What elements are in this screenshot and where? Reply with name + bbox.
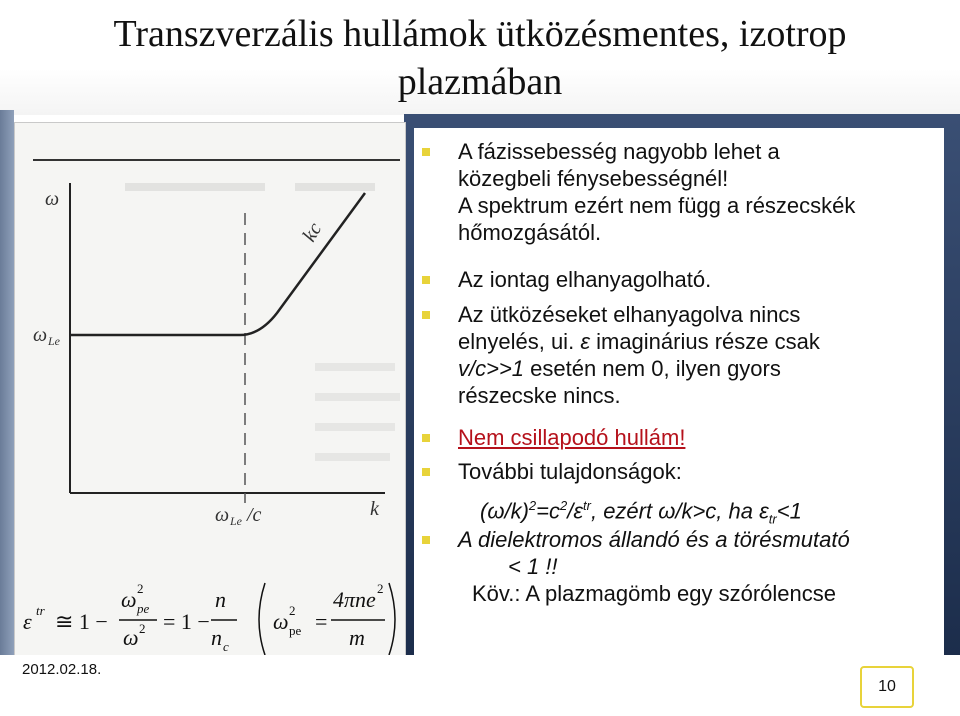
bullet-text-card (414, 128, 944, 656)
formula-eq1: = 1 − (163, 609, 210, 634)
formula-omega-sub: pe (289, 623, 302, 638)
formula-eq2: = (315, 609, 328, 634)
b1-line1: A fázissebesség nagyobb lehet a (458, 139, 780, 164)
formula-paren-right (389, 583, 395, 655)
bullet-5: További tulajdonságok: (458, 459, 682, 484)
b1-line3: A spektrum ezért nem függ a részecskék (458, 193, 856, 218)
b3-line2: elnyelés, ui. ε imaginárius része csak (458, 329, 820, 354)
formula-eps-sup: tr (36, 603, 45, 618)
formula-omega-sup: 2 (289, 603, 296, 618)
bullet-2: Az iontag elhanyagolható. (458, 267, 712, 292)
x-axis-label: k (370, 498, 379, 520)
frac2-den: n (211, 625, 222, 650)
y-axis-label: ω (45, 188, 60, 210)
frac3-den: m (349, 625, 365, 650)
bullet-marker (422, 468, 430, 476)
frac3-num: 4πne (333, 587, 376, 612)
scan-artifact (315, 363, 395, 371)
y-tick-label: ω (33, 324, 48, 346)
plasma-formula (23, 581, 395, 655)
b3-line3: v/c>>1 esetén nem 0, ilyen gyors (458, 356, 781, 381)
dispersion-curve (70, 193, 365, 335)
bullet-6 (458, 526, 938, 607)
b1-line4: hőmozgásától. (458, 220, 602, 245)
x-tick-sub: Le (230, 514, 242, 528)
footer-background (0, 655, 960, 716)
slide-title-line1: Transzverzális hullámok ütközésmentes, izotrop (113, 13, 847, 55)
dispersion-figure (14, 122, 406, 659)
slide-title (40, 10, 920, 106)
frac1-num: ω (121, 587, 137, 612)
bullet-marker (422, 276, 430, 284)
b3-line1: Az ütközéseket elhanyagolva nincs (458, 302, 801, 327)
slide-date: 2012.02.18. (22, 661, 102, 678)
curve-label: kc (298, 219, 327, 246)
scan-artifact (315, 453, 390, 461)
dispersion-plot (15, 123, 405, 658)
left-decor-strip (0, 110, 14, 670)
page-number: 10 (860, 666, 914, 708)
formula-omega: ω (273, 609, 289, 634)
frac1-num-sub: pe (137, 601, 150, 616)
formula-paren-left (259, 583, 265, 655)
b3-eps: ε (580, 329, 590, 354)
frac1-den: ω (123, 625, 139, 650)
x-tick-label: ω (215, 504, 230, 526)
b6-line2: < 1 !! (508, 554, 558, 579)
bullet-marker (422, 311, 430, 319)
b3-vc: v/c>>1 (458, 356, 525, 381)
scan-artifact (315, 393, 400, 401)
bullet-3 (458, 301, 938, 409)
b5-formula: $(\omega/k)^2=c^2/\varepsilon^{tr}$, ezért ω/k>c, ha $\varepsilon_{tr}<1$ (480, 498, 802, 527)
b6-line3: Köv.: A plazmagömb egy szórólencse (472, 581, 837, 606)
frac2-num: n (215, 587, 226, 612)
slide-title-line2: plazmában (397, 61, 563, 103)
frac2-den-sub: c (223, 639, 229, 654)
bullet-marker (422, 148, 430, 156)
x-tick-suffix: /c (247, 504, 262, 526)
b6-line1: A dielektromos állandó és a törésmutató (458, 527, 850, 552)
bullet-4-link[interactable]: Nem csillapodó hullám! (458, 425, 686, 450)
bullet-marker (422, 434, 430, 442)
formula-approx: ≅ 1 − (55, 609, 108, 634)
y-tick-sub: Le (48, 334, 60, 348)
scan-artifact (125, 183, 265, 191)
frac1-num-sup: 2 (137, 581, 144, 596)
frac1-den-sup: 2 (139, 621, 146, 636)
formula-eps: ε (23, 609, 32, 634)
bullet-marker (422, 536, 430, 544)
scan-artifact (295, 183, 375, 191)
bullet-1 (458, 138, 938, 246)
frac3-num-sup: 2 (377, 581, 384, 596)
b3-line4: részecske nincs. (458, 383, 621, 408)
scan-artifact (315, 423, 395, 431)
b1-line2: közegbeli fénysebességnél! (458, 166, 729, 191)
